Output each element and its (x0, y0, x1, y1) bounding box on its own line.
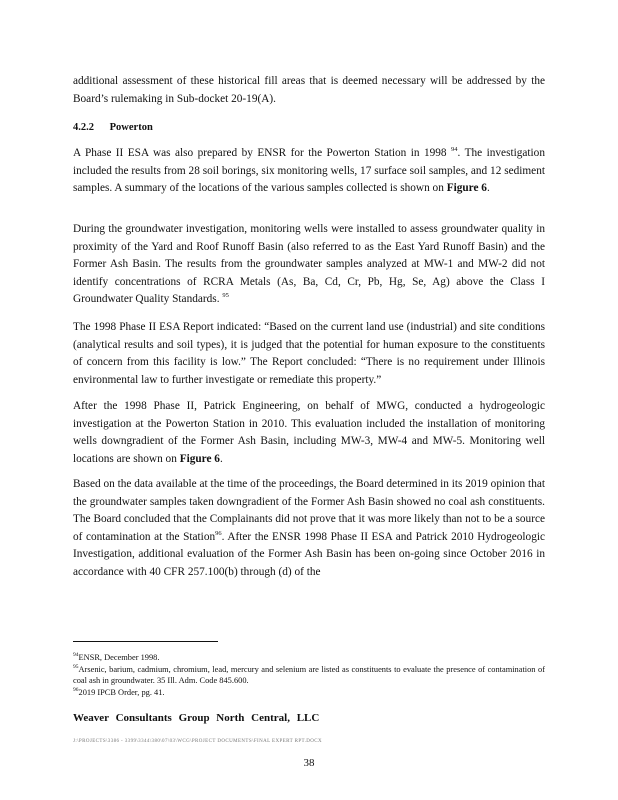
footnote-ref-94[interactable]: 94 (451, 146, 458, 154)
section-heading (73, 122, 153, 133)
section-number: 4.2.2 (73, 122, 94, 133)
figure-reference[interactable]: Figure 6 (179, 452, 220, 465)
footnote: $^{94}$ENSR, December 1998. (73, 652, 160, 662)
paragraph-esa-report: The 1998 Phase II ESA Report indicated: “Based on the current land use (industrial) and site conditions (analytical results and soil types), it is judged that the potential for human exposure to the constituents of concern from this facility is low.” The Report concluded: “There is no requirement under Illinois environmental law to further investigate or remediate this property.” (73, 321, 545, 386)
paragraph-phase-ii-esa: A Phase II ESA was also prepared by ENSR for the Powerton Station in 1998 $^{94}$. The investigation included the results from 28 soil borings, six monitoring wells, 17 surface soil samples, and 12 sediment samples. A summary of the locations of the various samples collected is shown on Figure 6. (73, 146, 545, 195)
paragraph-hydrogeologic-investigation: After the 1998 Phase II, Patrick Engineering, on behalf of MWG, conducted a hydrogeologic investigation at the Powerton Station in 2010. This evaluation included the installation of monitoring wells downgradient of the Former Ash Basin, including MW-3, MW-4 and MW-5. Monitoring well locations are shown on Figure 6. (73, 400, 545, 465)
footnote: $^{96}$2019 IPCB Order, pg. 41. (73, 686, 165, 697)
footnote-divider (73, 641, 218, 642)
footnote: $^{95}$Arsenic, barium, cadmium, chromium, lead, mercury and selenium are listed as constituents to evaluate the presence of contamination of coal ash in groundwater. 35 Ill. Adm. Code 845.600. (73, 663, 545, 685)
company-name: Weaver Consultants Group North Central, LLC (73, 712, 320, 724)
paragraph-fill-areas: additional assessment of these historical fill areas that is deemed necessary will be addressed by the Board’s rulemaking in Sub-docket 20-19(A). (73, 75, 545, 105)
section-title: Powerton (109, 122, 153, 133)
paragraph-groundwater-investigation: During the groundwater investigation, monitoring wells were installed to assess groundwater quality in proximity of the Yard and Roof Runoff Basin (also referred to as the East Yard Runoff Basin) and the Former Ash Basin. The results from the groundwater samples analyzed at MW-1 and MW-2 did not identify concentrations of RCRA Metals (As, Ba, Cd, Cr, Pb, Hg, Se, Ag) above the Class I Groundwater Quality Standards. $^{95}$ (73, 223, 545, 306)
paragraph-board-determination: Based on the data available at the time of the proceedings, the Board determined in its 2019 opinion that the groundwater samples taken downgradient of the Former Ash Basin showed no coal ash constituents. The Board concluded that the Complainants did not prove that it was more likely than not to be a source of contamination at the Station$^{96}$. After the ENSR 1998 Phase II ESA and Patrick 2010 Hydrogeologic Investigation, additional evaluation of the Former Ash Basin has been on-going since October 2016 in accordance with 40 CFR 257.100(b) through (d) of the (73, 478, 545, 578)
figure-reference[interactable]: Figure 6 (446, 182, 487, 195)
page-number: 38 (303, 757, 315, 769)
footnote-ref-95[interactable]: 95 (222, 292, 229, 300)
footnote-ref-96[interactable]: 96 (215, 530, 222, 538)
file-path: J:\PROJECTS\3386 - 3399\3344\380\07\03\WCG\PROJECT DOCUMENTS\FINAL EXPERT RPT.DOCX (73, 739, 323, 744)
footnotes (73, 652, 545, 698)
